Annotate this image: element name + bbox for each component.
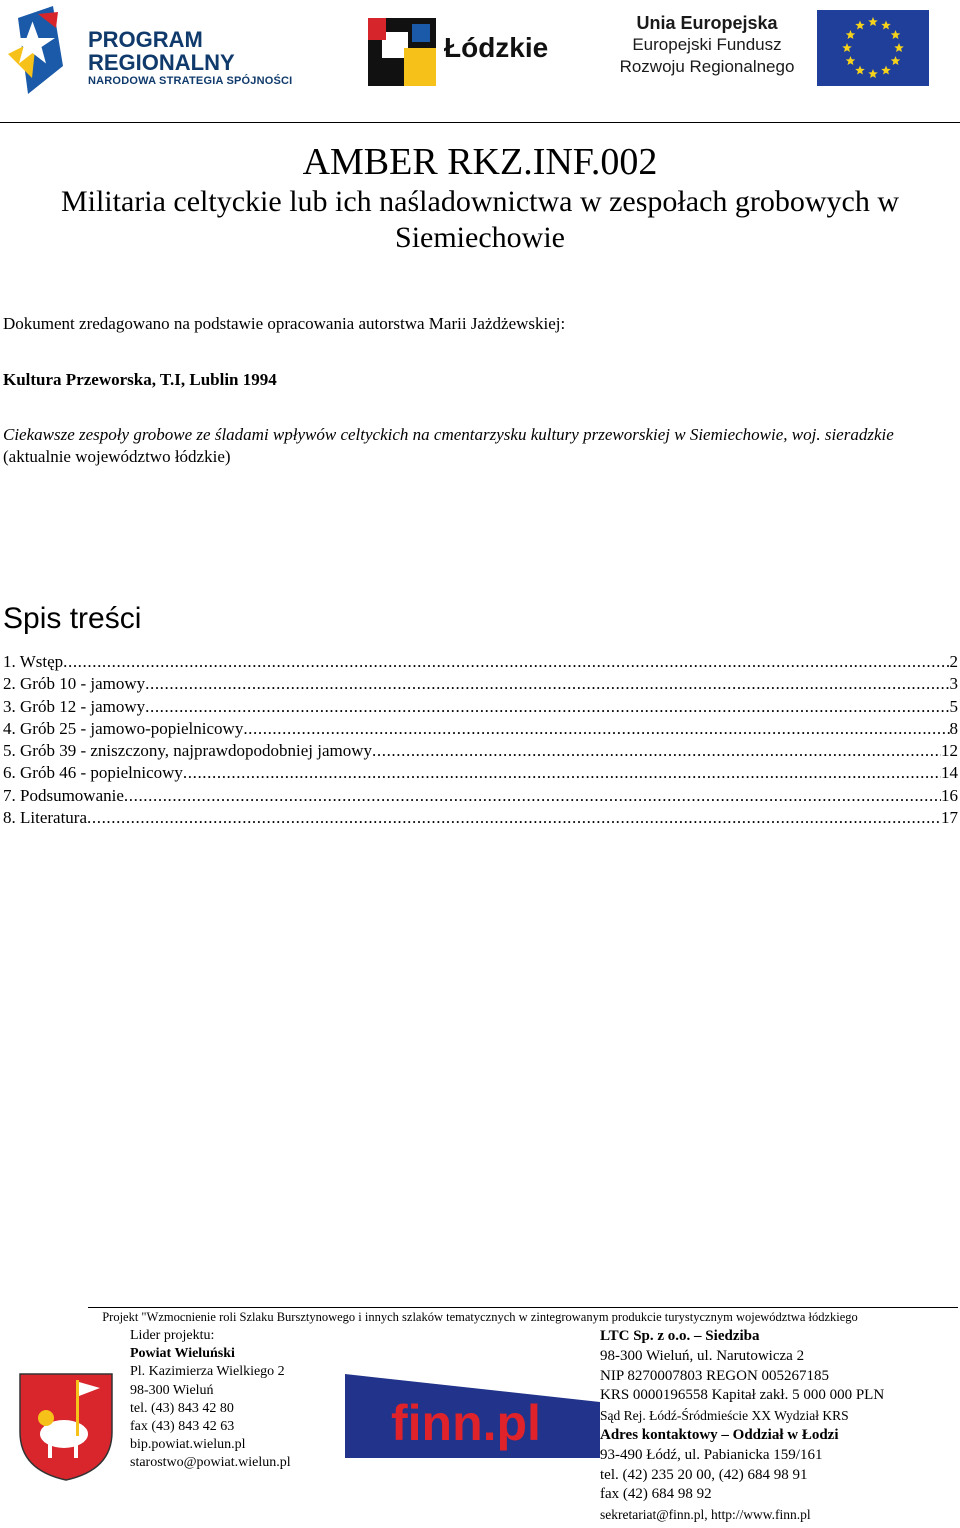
toc-item-page: 3 — [949, 674, 958, 694]
lider-label: Lider projektu: — [130, 1328, 215, 1343]
toc-leader-dots — [145, 696, 949, 718]
toc-item-page: 8 — [949, 718, 958, 738]
toc-item-page: 2 — [949, 652, 958, 671]
citation — [3, 424, 958, 468]
program-logo-line3: NARODOWA STRATEGIA SPÓJNOŚCI — [88, 75, 293, 87]
lider-fax: fax (43) 843 42 63 — [130, 1419, 235, 1435]
eu-logo-line2: Europejski Fundusz — [632, 35, 782, 54]
powiat-crest-icon — [18, 1372, 114, 1482]
lider-email-link[interactable]: starostwo@powiat.wielun.pl — [130, 1455, 291, 1471]
toc-heading: Spis treści — [3, 602, 142, 635]
eu-logo-line3: Rozwoju Regionalnego — [619, 57, 795, 76]
ltc-contact-address: 93-490 Łódź, ul. Pabianicka 159/161 — [600, 1446, 823, 1463]
toc-item[interactable] — [3, 673, 958, 695]
lider-tel: tel. (43) 843 42 80 — [130, 1400, 234, 1416]
ltc-company-info — [600, 1327, 884, 1525]
toc-item-label: 7. Podsumowanie — [3, 785, 124, 805]
ltc-contact-heading: Adres kontaktowy – Oddział w Łodzi — [600, 1426, 839, 1443]
toc-leader-dots — [243, 718, 949, 740]
footer-project-text: Projekt "Wzmocnienie roli Szlaku Bursztynowego i innych szlaków tematycznych w zintegrowanym produkcie turystycznym województwa łódzkiego — [102, 1310, 858, 1324]
table-of-contents — [3, 651, 958, 829]
toc-item-label: 8. Literatura — [3, 808, 88, 828]
toc-item-label: 2. Grób 10 - jamowy — [3, 674, 146, 694]
toc-item[interactable] — [3, 762, 958, 784]
lider-bip-link[interactable]: bip.powiat.wielun.pl — [130, 1437, 246, 1453]
toc-leader-dots — [87, 807, 941, 829]
document-title-block — [0, 140, 960, 256]
lodzkie-mark-icon — [368, 18, 436, 86]
lider-city: 98-300 Wieluń — [130, 1382, 214, 1398]
footer-divider — [88, 1307, 958, 1308]
program-regionalny-logo — [8, 6, 298, 96]
intro-text: Dokument zredagowano na podstawie opracowania autorstwa Marii Jażdżewskiej: — [3, 314, 566, 333]
program-regionalny-star-icon — [8, 6, 78, 96]
toc-item-label: 3. Grób 12 - jamowy — [3, 696, 146, 716]
toc-item[interactable] — [3, 807, 958, 829]
toc-leader-dots — [124, 785, 941, 807]
ltc-web-link[interactable]: sekretariat@finn.pl, http://www.finn.pl — [600, 1507, 811, 1523]
toc-item[interactable] — [3, 785, 958, 807]
toc-item[interactable] — [3, 740, 958, 762]
toc-item-page: 17 — [941, 808, 958, 828]
citation-title: Ciekawsze zespoły grobowe ze śladami wpływów celtyckich na cmentarzysku kultury przeworskiej w Siemiechowie, woj. sieradzkie — [3, 425, 894, 444]
program-logo-line1: PROGRAM — [88, 27, 203, 52]
ltc-name: LTC Sp. z o.o. – Siedziba — [600, 1328, 760, 1344]
program-logo-line2: REGIONALNY — [88, 50, 235, 75]
toc-item-label: 4. Grób 25 - jamowo-popielnicowy — [3, 718, 244, 738]
toc-leader-dots — [183, 762, 941, 784]
toc-item[interactable] — [3, 651, 958, 673]
source-title: Kultura Przeworska, T.I, Lublin 1994 — [3, 370, 277, 389]
ltc-krs: KRS 0000196558 Kapitał zakł. 5 000 000 PLN — [600, 1387, 885, 1404]
ltc-address: 98-300 Wieluń, ul. Narutowicza 2 — [600, 1347, 805, 1364]
eu-logo — [612, 10, 932, 88]
document-title: Militaria celtyckie lub ich naśladownictwa w zespołach grobowych w Siemiechowie — [60, 185, 900, 254]
eu-logo-line1: Unia Europejska — [636, 13, 778, 33]
toc-leader-dots — [372, 740, 941, 762]
ltc-tel: tel. (42) 235 20 00, (42) 684 98 91 — [600, 1466, 808, 1483]
project-leader — [130, 1327, 291, 1473]
eu-flag-icon — [817, 10, 929, 86]
finn-logo — [345, 1374, 605, 1458]
finn-logo-text: finn.pl — [391, 1395, 541, 1451]
toc-leader-dots — [63, 651, 949, 673]
header-logos — [0, 0, 960, 123]
lodzkie-logo — [368, 18, 558, 88]
ltc-fax: fax (42) 684 98 92 — [600, 1486, 712, 1503]
lodzkie-logo-text: Łódzkie — [444, 32, 549, 63]
lider-address: Pl. Kazimierza Wielkiego 2 — [130, 1364, 285, 1380]
document-code: AMBER RKZ.INF.002 — [302, 141, 658, 183]
toc-item-label: 6. Grób 46 - popielnicowy — [3, 763, 183, 783]
lider-name: Powiat Wieluński — [130, 1346, 235, 1362]
ltc-nip: NIP 8270007803 REGON 005267185 — [600, 1367, 830, 1384]
citation-note: (aktualnie województwo łódzkie) — [3, 447, 231, 466]
toc-item-label: 5. Grób 39 - zniszczony, najprawdopodobniej jamowy — [3, 741, 373, 761]
toc-item[interactable] — [3, 718, 958, 740]
toc-item-label: 1. Wstęp — [3, 652, 64, 671]
toc-item-page: 12 — [941, 741, 958, 761]
toc-item[interactable] — [3, 696, 958, 718]
toc-item-page: 14 — [941, 763, 958, 783]
toc-item-page: 16 — [941, 785, 958, 805]
toc-item-page: 5 — [949, 696, 958, 716]
toc-leader-dots — [145, 673, 949, 695]
ltc-court: Sąd Rej. Łódź-Śródmieście XX Wydział KRS — [600, 1408, 849, 1424]
